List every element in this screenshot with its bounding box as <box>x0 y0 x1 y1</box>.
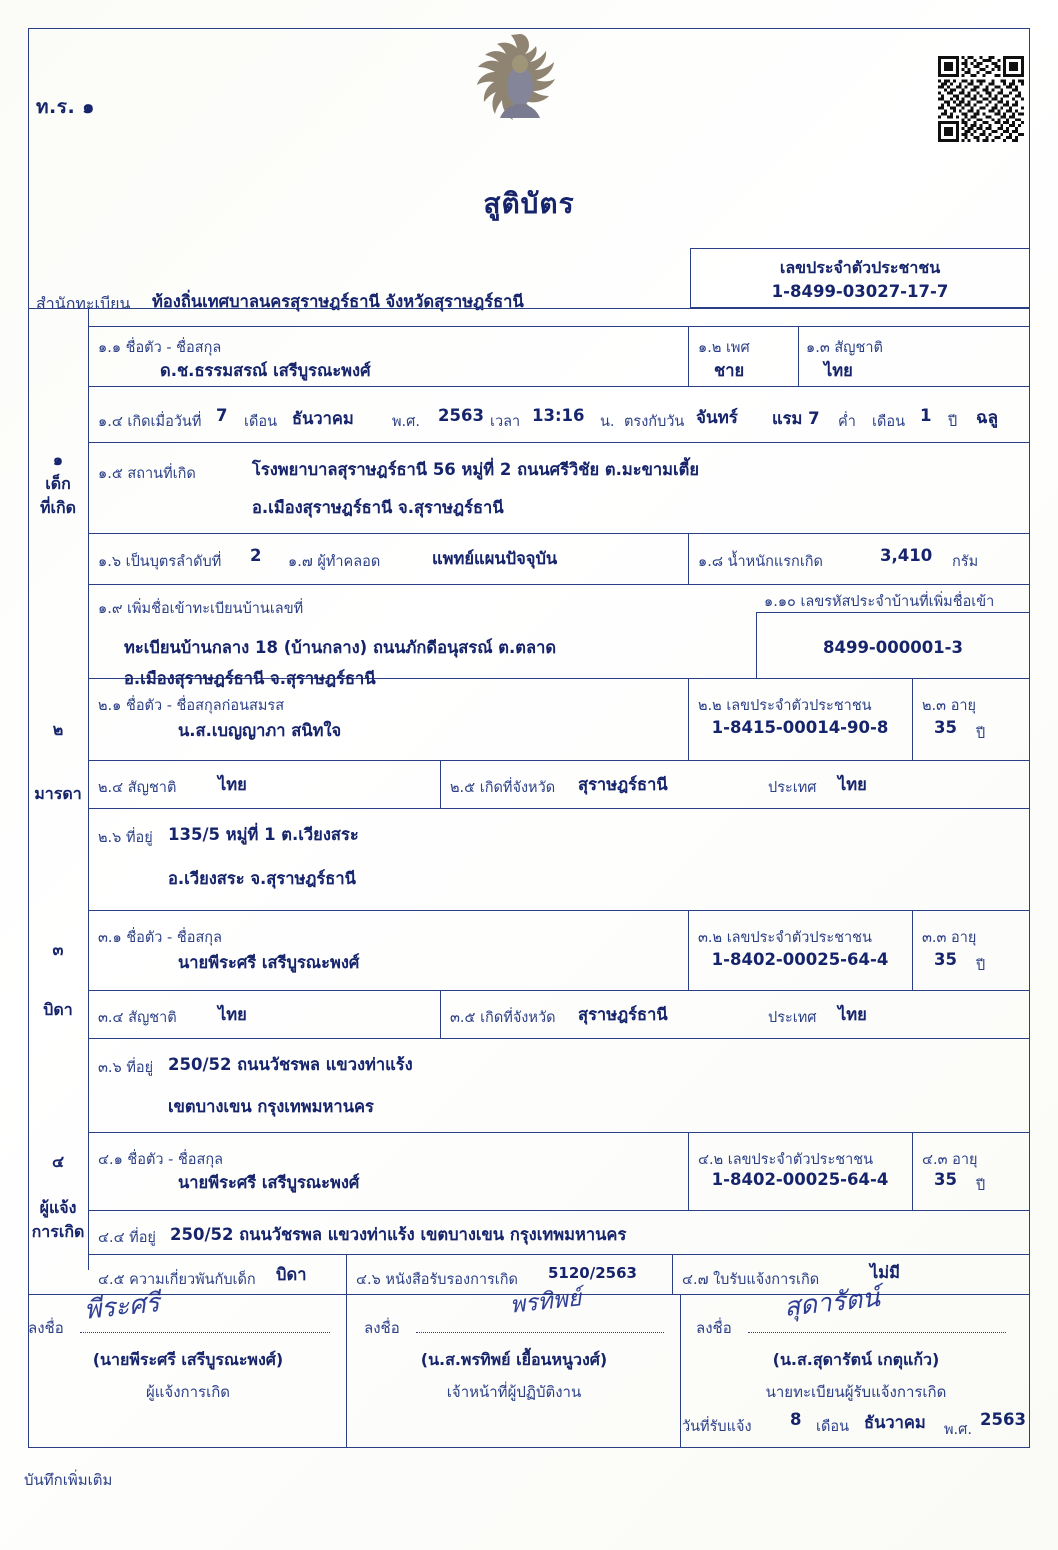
child-sex-value: ชาย <box>714 361 745 380</box>
deliverer-label: ๑.๗ ผู้ทำคลอด <box>288 554 381 570</box>
rule-3-3-div <box>912 910 913 990</box>
signer-role-3: นายทะเบียนผู้รับแจ้งการเกิด <box>765 1383 947 1401</box>
rule-1-5 <box>88 533 1030 534</box>
father-country-value: ไทย <box>838 1005 867 1024</box>
mother-name-label: ๒.๑ ชื่อตัว - ชื่อสกุลก่อนสมรส <box>98 698 285 714</box>
father-age-unit: ปี <box>976 958 986 974</box>
registry-label: สำนักทะเบียน <box>36 294 131 313</box>
sign-line-3 <box>748 1332 1006 1333</box>
informant-address-value: 250/52 ถนนวัชรพล แขวงท่าแร้ง เขตบางเขน กรุงเทพมหานคร <box>170 1225 627 1244</box>
house-code-label: ๑.๑๐ เลขรหัสประจำบ้านที่เพิ่มชื่อเข้า <box>764 594 995 610</box>
national-id-value: 1-8499-03027-17-7 <box>771 282 949 301</box>
section-4-word2: การเกิด <box>31 1222 85 1241</box>
father-country-label: ประเทศ <box>768 1010 817 1026</box>
informant-age-label: ๔.๓ อายุ <box>922 1152 978 1168</box>
section-4-num: ๔ <box>51 1152 65 1171</box>
weekday-value: จันทร์ <box>696 408 738 428</box>
rule-side-col-2 <box>88 678 89 910</box>
birth-weight-unit: กรัม <box>952 554 979 570</box>
child-order-value: 2 <box>250 546 262 565</box>
informant-name-label: ๔.๑ ชื่อตัว - ชื่อสกุล <box>98 1152 224 1168</box>
birthplace-line1: โรงพยาบาลสุราษฎร์ธานี 56 หมู่ที่ 2 ถนนศรีวิชัย ต.มะขามเตี้ย <box>252 460 700 479</box>
child-nationality-value: ไทย <box>824 361 853 380</box>
sign-word-1: ลงชื่อ <box>28 1319 64 1337</box>
section-4-side-label <box>28 1150 88 1244</box>
informant-age-value: 35 <box>934 1170 957 1189</box>
rule-sig-div-2 <box>680 1294 681 1448</box>
rule-2-5-div <box>440 760 441 808</box>
sign-line-2 <box>416 1332 664 1333</box>
mother-address-line2: อ.เวียงสระ จ.สุราษฎร์ธานี <box>168 869 356 888</box>
rule-side-col-1 <box>88 308 89 678</box>
rule-1-6 <box>88 584 1030 585</box>
rule-2-6 <box>88 808 1030 809</box>
signer-role-2: เจ้าหน้าที่ผู้ปฏิบัติงาน <box>446 1383 582 1401</box>
mother-age-label: ๒.๓ อายุ <box>922 698 977 714</box>
rule-4-3-div <box>912 1132 913 1210</box>
section-2-num: ๒ <box>52 720 64 739</box>
section-1-side-label <box>28 448 88 520</box>
received-year-value: 2563 <box>980 1410 1026 1429</box>
rule-1-top <box>88 326 1030 327</box>
signer-name-2: (น.ส.พรทิพย์ เยื้อนหนูวงศ์) <box>420 1350 608 1369</box>
rule-3-4 <box>88 990 1030 991</box>
rule-4-6-div <box>346 1254 347 1294</box>
relation-label: ๔.๕ ความเกี่ยวพันกับเด็ก <box>98 1272 256 1288</box>
signer-name-1: (นายพีระศรี เสรีบูรณะพงศ์) <box>92 1350 284 1369</box>
rule-2-3-div <box>912 678 913 760</box>
birth-date-label: ๑.๔ เกิดเมื่อวันที่ <box>98 414 202 430</box>
birth-time-unit: น. <box>600 414 615 430</box>
house-register-line2: อ.เมืองสุราษฎร์ธานี จ.สุราษฎร์ธานี <box>124 669 376 688</box>
rule-sig-div-1 <box>346 1294 347 1448</box>
page-title: สูติบัตร <box>483 187 575 220</box>
rule-1-1 <box>88 386 1030 387</box>
birth-year-label: พ.ศ. <box>392 414 420 430</box>
birth-receipt-value: ไม่มี <box>870 1263 901 1282</box>
sign-word-3: ลงชื่อ <box>696 1319 732 1337</box>
mother-age-value: 35 <box>934 718 957 737</box>
birth-time-label: เวลา <box>490 414 521 430</box>
father-id-value: 1-8402-00025-64-4 <box>711 950 889 969</box>
rule-4-7-div <box>672 1254 673 1294</box>
lunar-unit-label: ค่ำ <box>838 414 856 430</box>
mother-birthprov-value: สุราษฎร์ธานี <box>578 775 668 794</box>
section-4-word1: ผู้แจ้ง <box>39 1198 77 1217</box>
sign-word-2: ลงชื่อ <box>364 1319 400 1337</box>
signature-scribble-3: สุดารัตน์ <box>782 1283 882 1323</box>
mother-name-value: น.ส.เบญญาภา สนิทใจ <box>178 721 342 740</box>
mother-address-line1: 135/5 หมู่ที่ 1 ต.เวียงสระ <box>168 825 359 844</box>
lunar-year-value: ฉลู <box>976 408 998 428</box>
signature-scribble-2: พรทิพย์ <box>508 1285 583 1319</box>
received-day-value: 8 <box>790 1410 802 1429</box>
section-2-side-label <box>28 718 88 806</box>
lunar-phase-value: แรม 7 <box>772 409 820 428</box>
father-age-label: ๓.๓ อายุ <box>922 930 977 946</box>
signer-name-3: (น.ส.สุดารัตน์ เกตุแก้ว) <box>772 1350 940 1369</box>
rule-4-5 <box>88 1254 1030 1255</box>
section-1-num: ๑ <box>52 450 64 469</box>
father-birthprov-value: สุราษฎร์ธานี <box>578 1005 668 1024</box>
national-id-label: เลขประจำตัวประชาชน <box>779 258 941 277</box>
child-nationality-label: ๑.๓ สัญชาติ <box>806 340 883 356</box>
child-name-value: ด.ช.ธรรมสรณ์ เสรีบูรณะพงศ์ <box>160 361 371 380</box>
additional-note-label: บันทึกเพิ่มเติม <box>24 1471 113 1489</box>
father-address-line2: เขตบางเขน กรุงเทพมหานคร <box>168 1097 374 1116</box>
section-2-word: มารดา <box>34 784 82 803</box>
received-month-value: ธันวาคม <box>864 1413 926 1432</box>
section-3-num: ๓ <box>52 940 64 959</box>
informant-age-unit: ปี <box>976 1178 986 1194</box>
birthplace-label: ๑.๕ สถานที่เกิด <box>98 466 196 482</box>
house-register-label: ๑.๙ เพิ่มชื่อเข้าทะเบียนบ้านเลขที่ <box>98 601 304 617</box>
signer-role-1: ผู้แจ้งการเกิด <box>145 1383 231 1401</box>
father-nationality-label: ๓.๔ สัญชาติ <box>98 1010 177 1026</box>
child-order-label: ๑.๖ เป็นบุตรลำดับที่ <box>98 554 222 570</box>
lunar-month-label: เดือน <box>872 414 905 430</box>
rule-3-top <box>88 910 1030 911</box>
rule-weight-div <box>688 533 689 584</box>
father-address-label: ๓.๖ ที่อยู่ <box>98 1060 154 1076</box>
rule-side-col-3 <box>88 910 89 1092</box>
father-name-label: ๓.๑ ชื่อตัว - ชื่อสกุล <box>98 930 222 946</box>
rule-3-6 <box>88 1038 1030 1039</box>
birth-cert-value: 5120/2563 <box>548 1264 637 1282</box>
received-month-label: เดือน <box>816 1419 849 1435</box>
birth-year-value: 2563 <box>438 406 484 425</box>
rule-4-4 <box>88 1210 1030 1211</box>
father-birthprov-label: ๓.๕ เกิดที่จังหวัด <box>450 1010 556 1026</box>
rule-4-top <box>88 1132 1030 1133</box>
mother-age-unit: ปี <box>976 726 986 742</box>
birth-day-value: 7 <box>216 406 228 425</box>
section-3-side-label <box>28 938 88 1022</box>
birth-weight-label: ๑.๘ น้ำหนักแรกเกิด <box>698 554 823 570</box>
lunar-year-label: ปี <box>948 414 958 430</box>
birth-receipt-label: ๔.๗ ใบรับแจ้งการเกิด <box>682 1272 820 1288</box>
rule-sex-div <box>688 326 689 386</box>
received-date-label: วันที่รับแจ้ง <box>682 1419 752 1435</box>
signature-scribble-1: พีระศรี <box>82 1288 161 1326</box>
mother-address-label: ๒.๖ ที่อยู่ <box>98 830 153 846</box>
rule-3-5-div <box>440 990 441 1038</box>
mother-id-value: 1-8415-00014-90-8 <box>711 718 889 737</box>
mother-id-label: ๒.๒ เลขประจำตัวประชาชน <box>698 698 872 714</box>
birth-cert-label: ๔.๖ หนังสือรับรองการเกิด <box>356 1272 518 1288</box>
registry-value: ท้องถิ่นเทศบาลนครสุราษฎร์ธานี จังหวัดสุราษฎร์ธานี <box>152 292 524 311</box>
father-id-label: ๓.๒ เลขประจำตัวประชาชน <box>698 930 872 946</box>
deliverer-value: แพทย์แผนปัจจุบัน <box>432 549 558 568</box>
sign-line-1 <box>80 1332 330 1333</box>
mother-nationality-label: ๒.๔ สัญชาติ <box>98 780 177 796</box>
rule-side-col-4 <box>88 1092 89 1270</box>
house-code-value: 8499-000001-3 <box>823 638 963 657</box>
rule-nat-div <box>798 326 799 386</box>
mother-country-label: ประเทศ <box>768 780 817 796</box>
rule-registry <box>28 308 1030 309</box>
child-name-label: ๑.๑ ชื่อตัว - ชื่อสกุล <box>98 340 222 356</box>
relation-value: บิดา <box>276 1265 307 1284</box>
lunar-month-value: 1 <box>920 406 932 425</box>
informant-id-label: ๔.๒ เลขประจำตัวประชาชน <box>698 1152 873 1168</box>
form-code: ท.ร. ๑ <box>36 96 95 118</box>
informant-name-value: นายพีระศรี เสรีบูรณะพงศ์ <box>178 1173 360 1192</box>
child-sex-label: ๑.๒ เพศ <box>698 340 750 356</box>
mother-birthprov-label: ๒.๕ เกิดที่จังหวัด <box>450 780 556 796</box>
birth-time-value: 13:16 <box>532 406 585 425</box>
weekday-label: ตรงกับวัน <box>624 414 685 430</box>
father-name-value: นายพีระศรี เสรีบูรณะพงศ์ <box>178 953 360 972</box>
informant-address-label: ๔.๔ ที่อยู่ <box>98 1230 156 1246</box>
birthplace-line2: อ.เมืองสุราษฎร์ธานี จ.สุราษฎร์ธานี <box>252 498 504 517</box>
mother-nationality-value: ไทย <box>218 775 247 794</box>
received-year-label: พ.ศ. <box>944 1422 972 1438</box>
father-address-line1: 250/52 ถนนวัชรพล แขวงท่าแร้ง <box>168 1055 413 1074</box>
house-register-line1: ทะเบียนบ้านกลาง 18 (บ้านกลาง) ถนนภักดีอนุสรณ์ ต.ตลาด <box>124 638 557 657</box>
father-nationality-value: ไทย <box>218 1005 247 1024</box>
section-1-word2: ที่เกิด <box>39 498 77 517</box>
father-age-value: 35 <box>934 950 957 969</box>
mother-country-value: ไทย <box>838 775 867 794</box>
birth-month-label: เดือน <box>244 414 277 430</box>
rule-2-4 <box>88 760 1030 761</box>
rule-1-4 <box>88 442 1030 443</box>
birth-weight-value: 3,410 <box>880 546 933 565</box>
section-1-word1: เด็ก <box>45 474 71 493</box>
informant-id-value: 1-8402-00025-64-4 <box>711 1170 889 1189</box>
section-3-word: บิดา <box>43 1000 73 1019</box>
birth-month-value: ธันวาคม <box>292 409 354 428</box>
